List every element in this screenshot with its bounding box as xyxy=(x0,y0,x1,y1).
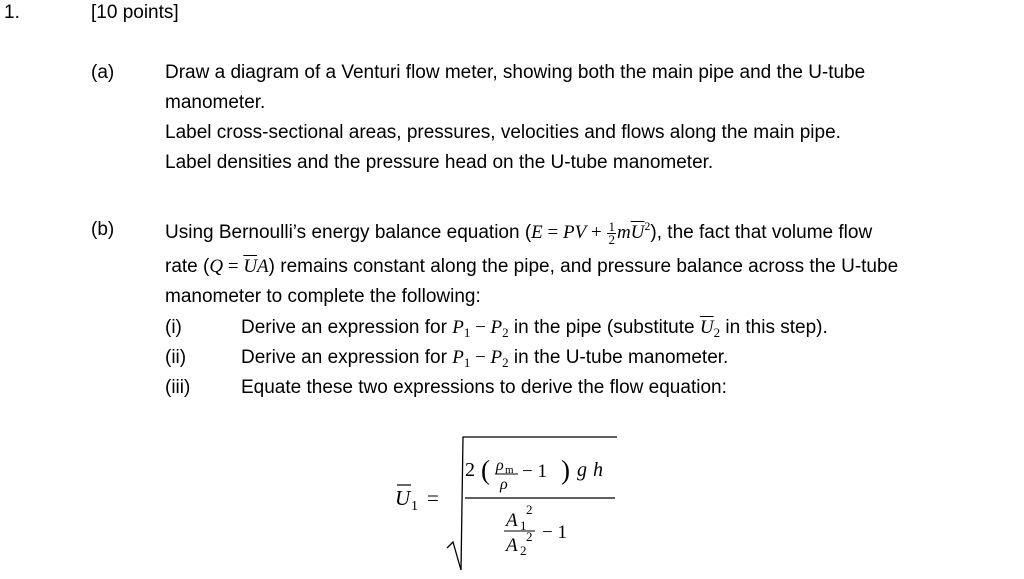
gravity-g: g xyxy=(577,459,587,481)
part-b-line-2-pre: rate ( xyxy=(165,256,210,277)
rho: ρ xyxy=(500,476,508,493)
a2-exponent: 2 xyxy=(526,529,533,544)
item-iii-label: (iii) xyxy=(165,377,191,398)
part-a-line-2: manometer. xyxy=(165,92,266,113)
area-a2: A xyxy=(506,535,518,556)
part-b-line-2 xyxy=(165,256,898,278)
rho-m-subscript: m xyxy=(505,464,514,476)
lhs-symbol: U xyxy=(395,486,411,510)
part-b-line-1-post: ), the fact that volume flow xyxy=(650,222,873,243)
u2-symbol: $\overline{U}_2$ xyxy=(699,317,721,340)
item-i-text: Derive an expression for $P_1 - P_2$ in the pipe (substitute $\overline{U}_2$ in this step). xyxy=(241,317,828,340)
numerator-two: 2 xyxy=(465,459,475,481)
part-a-label: (a) xyxy=(91,62,115,83)
flow-equation xyxy=(385,430,635,575)
question-number: 1. xyxy=(4,2,20,23)
right-paren: ) xyxy=(561,455,570,485)
pressure-difference-expr: $P_1 - P_2$ xyxy=(452,347,509,370)
pressure-difference-expr: $P_1 - P_2$ xyxy=(452,317,509,340)
head-h: h xyxy=(593,459,603,481)
part-b-line-1 xyxy=(165,219,872,246)
part-a-line-3: Label cross-sectional areas, pressures, velocities and flows along the main pipe. xyxy=(165,122,841,143)
item-i-label: (i) xyxy=(165,317,182,338)
minus-one: − 1 xyxy=(522,461,547,482)
a1-subscript: 1 xyxy=(520,518,527,533)
a2-subscript: 2 xyxy=(520,543,527,558)
item-ii-text: Derive an expression for $P_1 - P_2$ in the U-tube manometer. xyxy=(241,347,729,370)
part-b-line-2-post: ) remains constant along the pipe, and pressure balance across the U-tube xyxy=(268,256,899,277)
part-a-line-1: Draw a diagram of a Venturi flow meter, showing both the main pipe and the U-tube xyxy=(165,62,866,83)
flow-rate-equation: $Q = \overline{U}A$ xyxy=(209,256,269,277)
equals-sign: = xyxy=(427,486,439,510)
part-b-label: (b) xyxy=(91,219,115,240)
denominator-minus-one: − 1 xyxy=(542,522,567,543)
rho-m: ρ xyxy=(496,457,504,474)
left-paren: ( xyxy=(481,455,490,485)
item-ii-label: (ii) xyxy=(165,347,187,368)
part-b-line-1-pre: Using Bernoulli’s energy balance equation ( xyxy=(165,222,532,243)
area-a1: A xyxy=(506,510,518,531)
question-points: [10 points] xyxy=(91,2,179,23)
part-b-line-3: manometer to complete the following: xyxy=(165,286,481,307)
part-a-line-4: Label densities and the pressure head on the U-tube manometer. xyxy=(165,152,714,173)
item-iii-text: Equate these two expressions to derive the flow equation: xyxy=(241,377,727,398)
a1-exponent: 2 xyxy=(526,502,533,517)
lhs-subscript: 1 xyxy=(411,499,418,514)
bernoulli-equation: E = PV + $\frac{1}{2}$ $m\overline{U}^2$ xyxy=(531,219,651,247)
